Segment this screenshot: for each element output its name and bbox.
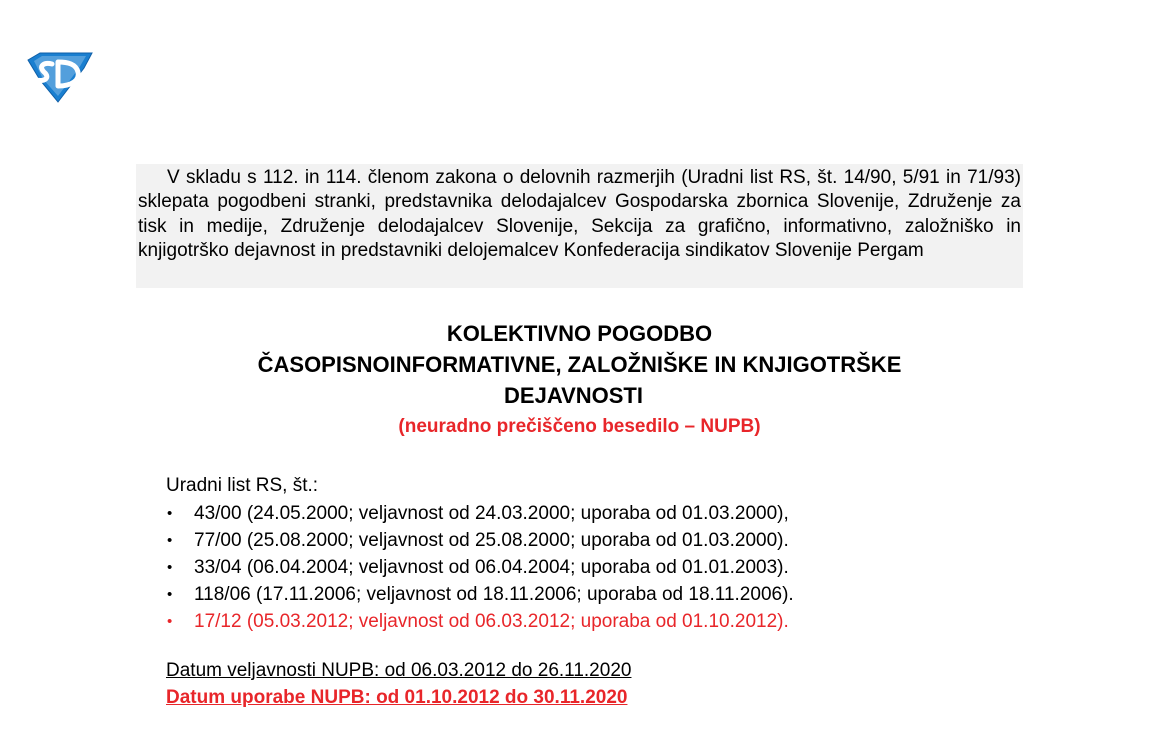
- list-item: [166, 581, 966, 608]
- gazette-label: Uradni list RS, št.:: [166, 475, 319, 496]
- list-item-text: 33/04 (06.04.2004; veljavnost od 06.04.2004; uporaba od 01.01.2003).: [194, 557, 789, 578]
- application-date: Datum uporabe NUPB: od 01.10.2012 do 30.11.2020: [166, 687, 628, 708]
- title-line-3: DEJAVNOSTI: [504, 383, 643, 408]
- bullet-icon: •: [167, 613, 173, 630]
- validity-dates: [166, 657, 631, 711]
- gazette-items: [166, 500, 966, 635]
- document-heading: [136, 318, 1023, 442]
- sd-logo-icon: [22, 50, 96, 104]
- list-item: [166, 608, 966, 635]
- bullet-icon: •: [167, 559, 173, 576]
- subtitle-nupb: (neuradno prečiščeno besedilo – NUPB): [398, 416, 761, 437]
- list-item-text: 118/06 (17.11.2006; veljavnost od 18.11.2006; uporaba od 18.11.2006).: [194, 584, 794, 605]
- list-item-text: 77/00 (25.08.2000; veljavnost od 25.08.2000; uporaba od 01.03.2000).: [194, 530, 789, 551]
- bullet-icon: •: [167, 505, 173, 522]
- list-item-text: 17/12 (05.03.2012; veljavnost od 06.03.2012; uporaba od 01.10.2012).: [194, 611, 789, 632]
- title-line-1: KOLEKTIVNO POGODBO: [446, 321, 713, 346]
- title-line-2: ČASOPISNOINFORMATIVNE, ZALOŽNIŠKE IN KNJIGOTRŠKE: [257, 352, 902, 377]
- list-item: [166, 500, 966, 527]
- list-item-text: 43/00 (24.05.2000; veljavnost od 24.03.2000; uporaba od 01.03.2000),: [194, 503, 789, 524]
- gazette-list: [166, 472, 966, 635]
- list-item: [166, 527, 966, 554]
- list-item: [166, 554, 966, 581]
- bullet-icon: •: [167, 586, 173, 603]
- intro-paragraph: V skladu s 112. in 114. členom zakona o delovnih razmerjih (Uradni list RS, št. 14/90, 5/91 in 71/93) sklepata pogodbeni stranki, predstavnika delodajalcev Gospodarska zbornica Slovenije, Združenje za tisk in medije, Združenje delodajalcev Slovenije, Sekcija za grafično, informativno, založniško in knjigotrško dejavnost in predstavniki delojemalcev Konfederacija sindikatov Slovenije Pergam: [136, 164, 1023, 288]
- validity-date: Datum veljavnosti NUPB: od 06.03.2012 do 26.11.2020: [166, 660, 632, 681]
- bullet-icon: •: [167, 532, 173, 549]
